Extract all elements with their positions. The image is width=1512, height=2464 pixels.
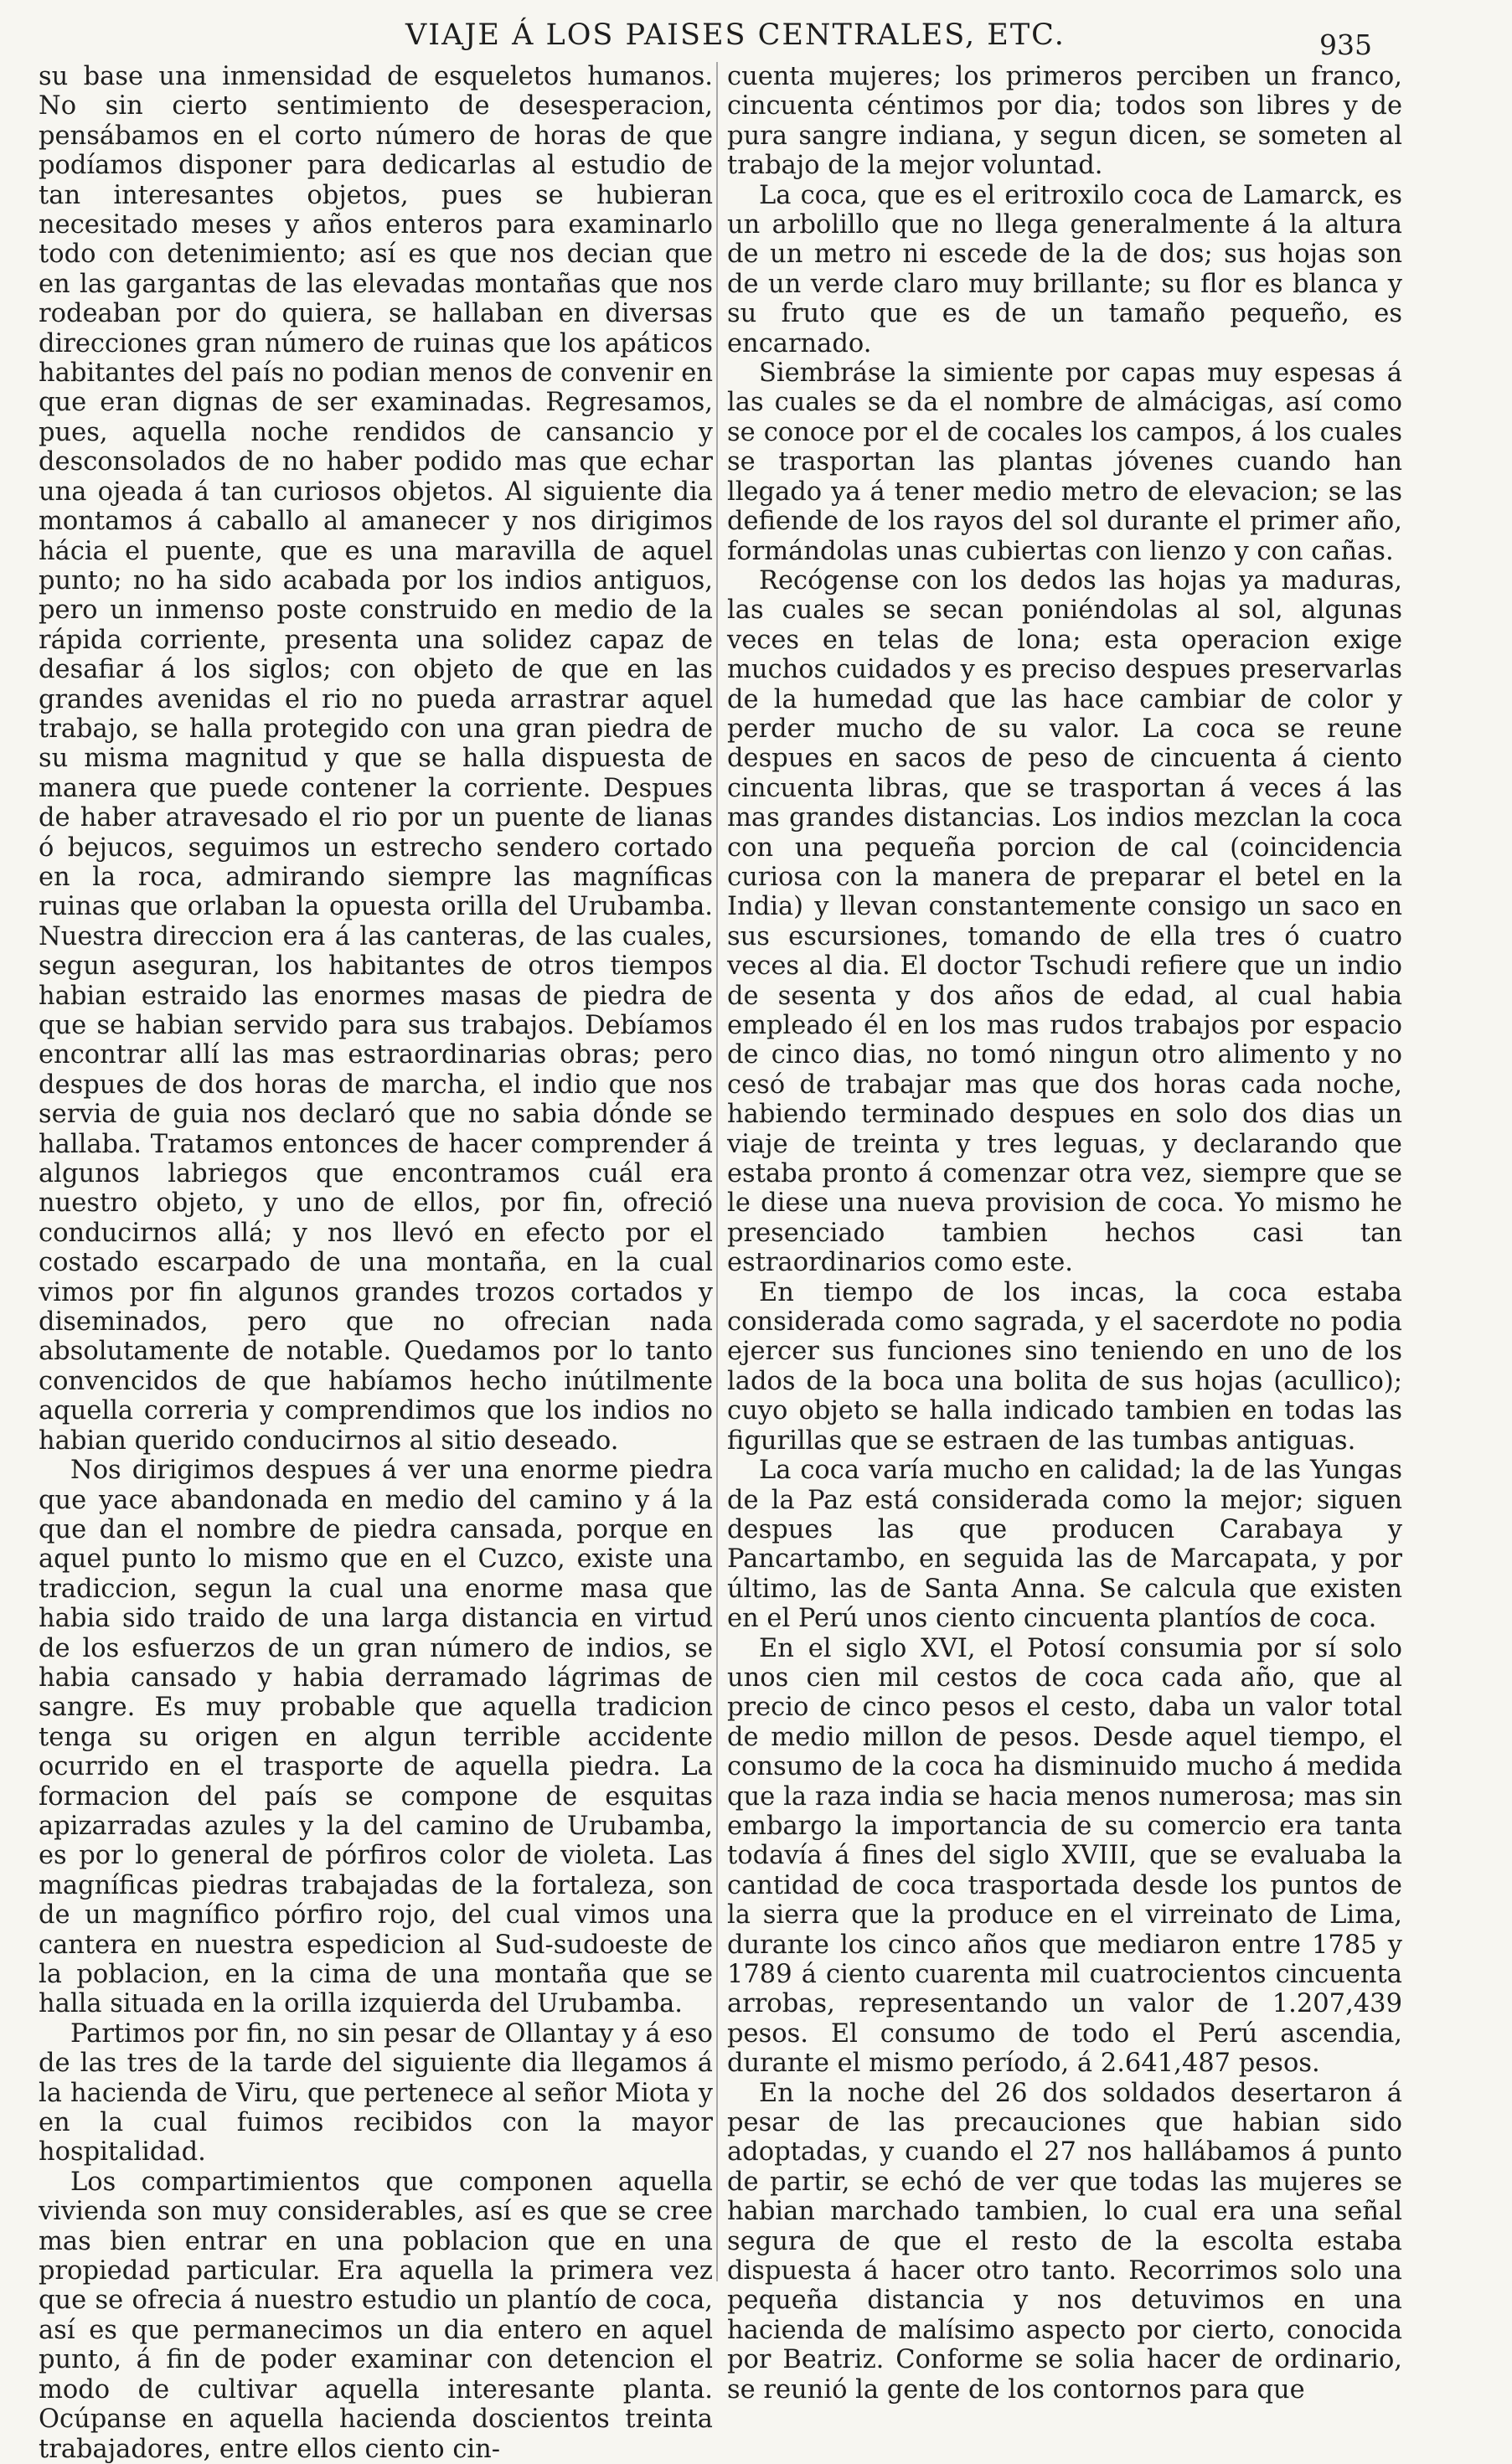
page-number: 935 [1319, 28, 1372, 61]
paragraph: En la noche del 26 dos soldados desertaron á pesar de las precauciones que habian sido adoptadas, y cuando el 27 nos hallábamos á punto de partir, se echó de ver que todas las mujeres se habian marchado tambien, lo cual era una señal segura de que el resto de la escolta estaba dispuesta á hacer otro tanto. Recorrimos solo una pequeña distancia y nos detuvimos en una hacienda de malísimo aspecto por cierto, conocida por Beatriz. Conforme se solia hacer de ordinario, se reunió la gente de los contornos para que [727, 2078, 1402, 2405]
right-column [727, 62, 1402, 2405]
left-column [39, 62, 713, 2464]
paragraph: Nos dirigimos despues á ver una enorme piedra que yace abandonada en medio del camino y á la que dan el nombre de piedra cansada, porque en aquel punto lo mismo que en el Cuzco, existe una tradiccion, segun la cual una enorme masa que habia sido traido de una larga distancia en virtud de los esfuerzos de un gran número de indios, se habia cansado y habia derramado lágrimas de sangre. Es muy probable que aquella tradicion tenga su origen en algun terrible accidente ocurrido en el trasporte de aquella piedra. La formacion del país se compone de esquitas apizarradas azules y la del camino de Urubamba, es por lo general de pórfiros color de violeta. Las magníficas piedras trabajadas de la fortaleza, son de un magnífico pórfiro rojo, del cual vimos una cantera en nuestra espedicion al Sud-sudoeste de la poblacion, en la cima de una montaña que se halla situada en la orilla izquierda del Urubamba. [39, 1456, 713, 2019]
paragraph: Siembráse la simiente por capas muy espesas á las cuales se da el nombre de almácigas, así como se conoce por el de cocales los campos, á los cuales se trasportan las plantas jóvenes cuando han llegado ya á tener medio metro de elevacion; se las defiende de los rayos del sol durante el primer año, formándolas unas cubiertas con lienzo y con cañas. [727, 358, 1402, 566]
paragraph: La coca, que es el eritroxilo coca de Lamarck, es un arbolillo que no llega generalmente á la altura de un metro ni escede de la de dos; sus hojas son de un verde claro muy brillante; su flor es blanca y su fruto que es de un tamaño pequeño, es encarnado. [727, 180, 1402, 358]
running-head [0, 18, 1512, 61]
paragraph: La coca varía mucho en calidad; la de las Yungas de la Paz está considerada como la mejor; siguen despues las que producen Carabaya y Pancartambo, en seguida las de Marcapata, y por último, las de Santa Anna. Se calcula que existen en el Perú unos ciento cincuenta plantíos de coca. [727, 1456, 1402, 1634]
paragraph: Partimos por fin, no sin pesar de Ollantay y á eso de las tres de la tarde del siguiente dia llegamos á la hacienda de Viru, que pertenece al señor Miota y en la cual fuimos recibidos con la mayor hospitalidad. [39, 2018, 713, 2168]
paragraph: su base una inmensidad de esqueletos humanos. No sin cierto sentimiento de desesperacion, pensábamos en el corto número de horas de que podíamos disponer para dedicarlas al estudio de tan interesantes objetos, pues se hubieran necesitado meses y años enteros para examinarlo todo con detenimiento; así es que nos decian que en las gargantas de las elevadas montañas que nos rodeaban por do quiera, se hallaban en diversas direcciones gran número de ruinas que los apáticos habitantes del país no podian menos de convenir en que eran dignas de ser examinadas. Regresamos, pues, aquella noche rendidos de cansancio y desconsolados de no haber podido mas que echar una ojeada á tan curiosos objetos. Al siguiente dia montamos á caballo al amanecer y nos dirigimos hácia el puente, que es una maravilla de aquel punto; no ha sido acabada por los indios antiguos, pero un inmenso poste construido en medio de la rápida corriente, presenta una solidez capaz de desafiar á los siglos; con objeto de que en las grandes avenidas el rio no pueda arrastrar aquel trabajo, se halla protegido con una gran piedra de su misma magnitud y que se halla dispuesta de manera que puede contener la corriente. Despues de haber atravesado el rio por un puente de lianas ó bejucos, seguimos un estrecho sendero cortado en la roca, admirando siempre las magníficas ruinas que orlaban la opuesta orilla del Urubamba. Nuestra direccion era á las canteras, de las cuales, segun aseguran, los habitantes de otros tiempos habian estraido las enormes masas de piedra de que se habian servido para sus trabajos. Debíamos encontrar allí las mas estraordinarias obras; pero despues de dos horas de marcha, el indio que nos servia de guia nos declaró que no sabia dónde se hallaba. Tratamos entonces de hacer comprender á algunos labriegos que encontramos cuál era nuestro objeto, y uno de ellos, por fin, ofreció conducirnos allá; y nos llevó en efecto por el costado escarpado de una montaña, en la cual vimos por fin algunos grandes trozos cortados y diseminados, pero que no ofrecian nada absolutamente de notable. Quedamos por lo tanto convencidos de que habíamos hecho inútilmente aquella correria y comprendimos que los indios no habian querido conducirnos al sitio deseado. [39, 62, 713, 1456]
paragraph: Los compartimientos que componen aquella vivienda son muy considerables, así es que se cree mas bien entrar en una poblacion que en una propiedad particular. Era aquella la primera vez que se ofrecia á nuestro estudio un plantío de coca, así es que permanecimos un dia entero en aquel punto, á fin de poder examinar con detencion el modo de cultivar aquella interesante planta. Ocúpanse en aquella hacienda doscientos treinta trabajadores, entre ellos ciento cin- [39, 2167, 713, 2464]
column-divider [716, 62, 718, 2281]
paragraph: En tiempo de los incas, la coca estaba considerada como sagrada, y el sacerdote no podia ejercer sus funciones sino teniendo en uno de los lados de la boca una bolita de sus hojas (acullico); cuyo objeto se halla indicado tambien en todas las figurillas que se estraen de las tumbas antiguas. [727, 1277, 1402, 1456]
paragraph: Recógense con los dedos las hojas ya maduras, las cuales se secan poniéndolas al sol, algunas veces en telas de lona; esta operacion exige muchos cuidados y es preciso despues preservarlas de la humedad que las hace cambiar de color y perder mucho de su valor. La coca se reune despues en sacos de peso de cincuenta á ciento cincuenta libras, que se trasportan á veces á las mas grandes distancias. Los indios mezclan la coca con una pequeña porcion de cal (coincidencia curiosa con la manera de preparar el betel en la India) y llevan constantemente consigo un saco en sus escursiones, tomando de ella tres ó cuatro veces al dia. El doctor Tschudi refiere que un indio de sesenta y dos años de edad, al cual habia empleado él en los mas rudos trabajos por espacio de cinco dias, no tomó ningun otro alimento y no cesó de trabajar mas que dos horas cada noche, habiendo terminado despues en solo dos dias un viaje de treinta y tres leguas, y declarando que estaba pronto á comenzar otra vez, siempre que se le diese una nueva provision de coca. Yo mismo he presenciado tambien hechos casi tan estraordinarios como este. [727, 565, 1402, 1278]
paragraph: cuenta mujeres; los primeros perciben un franco, cincuenta céntimos por dia; todos son libres y de pura sangre indiana, y segun dicen, se someten al trabajo de la mejor voluntad. [727, 62, 1402, 181]
paragraph: En el siglo XVI, el Potosí consumia por sí solo unos cien mil cestos de coca cada año, que al precio de cinco pesos el cesto, daba un valor total de medio millon de pesos. Desde aquel tiempo, el consumo de la coca ha disminuido mucho á medida que la raza india se hacia menos numerosa; mas sin embargo la importancia de su comercio era tanta todavía á fines del siglo XVIII, que se evaluaba la cantidad de coca trasportada desde los puntos de la sierra que la produce en el virreinato de Lima, durante los cinco años que mediaron entre 1785 y 1789 á ciento cuarenta mil cuatrocientos cincuenta arrobas, representando un valor de 1.207,439 pesos. El consumo de todo el Perú ascendia, durante el mismo período, á 2.641,487 pesos. [727, 1633, 1402, 2079]
running-title: VIAJE Á LOS PAISES CENTRALES, ETC. [405, 18, 1066, 52]
